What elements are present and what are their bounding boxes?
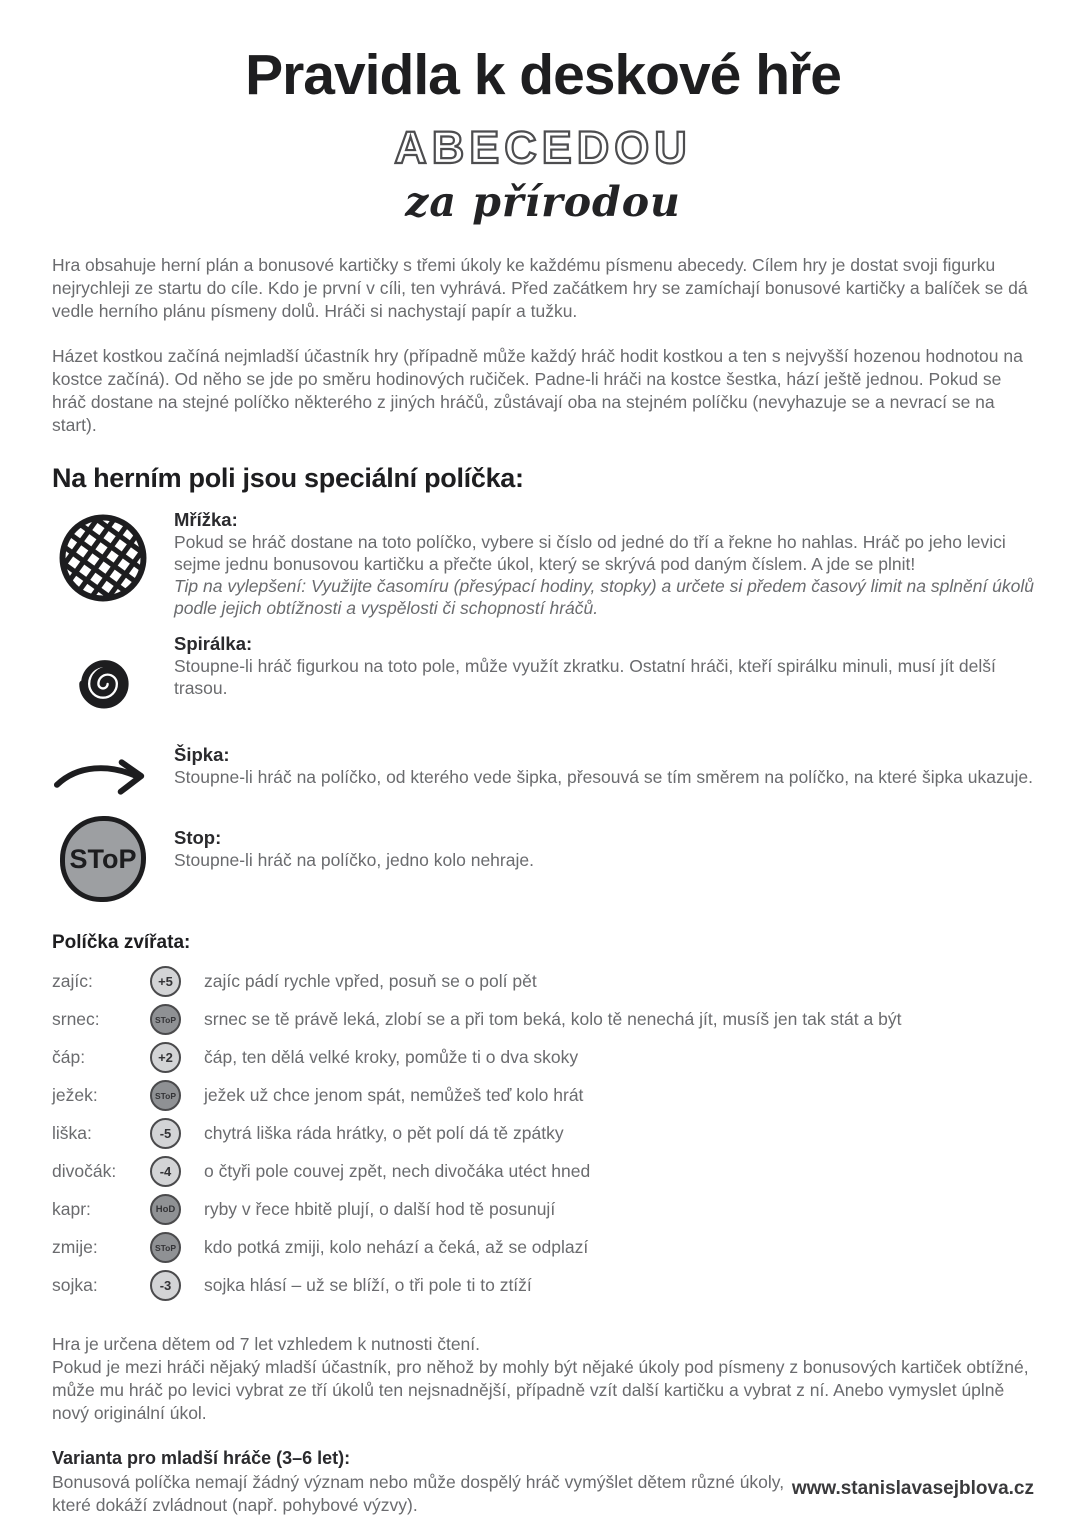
page-title: Pravidla k deskové hře bbox=[245, 43, 841, 107]
variant-heading: Varianta pro mladší hráče (3–6 let): bbox=[52, 1448, 351, 1468]
animal-rule-text: zajíc pádí rychle vpřed, posuň se o polí pět bbox=[204, 971, 537, 991]
special-item-title: Šipka: bbox=[174, 744, 230, 765]
stop-icon-label: SToP bbox=[69, 843, 137, 874]
bonus-badge: -3 bbox=[150, 1270, 181, 1301]
age-note bbox=[52, 1333, 1034, 1425]
animal-row-zmije bbox=[52, 1232, 1034, 1263]
stop-circle-icon bbox=[52, 814, 154, 902]
special-item-title: Stop: bbox=[174, 827, 222, 848]
bonus-badge: -4 bbox=[150, 1156, 181, 1187]
special-fields-heading: Na herním poli jsou speciální políčka: bbox=[52, 463, 524, 493]
special-item-text: Stoupne-li hráč na políčko, od kterého vede šipka, přesouvá se tím směrem na políčko, na které šipka ukazuje. bbox=[174, 767, 1033, 787]
animals-heading: Políčka zvířata: bbox=[52, 932, 191, 953]
special-item-text: Stoupne-li hráč na políčko, jedno kolo nehraje. bbox=[174, 850, 534, 870]
animal-label: čáp: bbox=[52, 1047, 86, 1067]
bonus-badge: +2 bbox=[150, 1042, 181, 1073]
animal-row-srnec bbox=[52, 1004, 1034, 1035]
animal-row-jezek bbox=[52, 1080, 1034, 1111]
animal-row-liska bbox=[52, 1118, 1034, 1149]
bonus-badge: SToP bbox=[150, 1004, 181, 1035]
special-item-title: Mřížka: bbox=[174, 509, 238, 530]
animal-row-zajic bbox=[52, 966, 1034, 997]
special-item-stop bbox=[52, 814, 1034, 902]
subtitle-script: za přírodou bbox=[405, 178, 681, 226]
variant-line2: které dokáží zvládnout (např. pohybové výzvy). bbox=[52, 1495, 418, 1515]
animal-rule-text: ryby v řece hbitě plují, o další hod tě posunují bbox=[204, 1199, 556, 1219]
spiral-icon bbox=[52, 632, 154, 730]
animal-label: srnec: bbox=[52, 1009, 100, 1029]
bonus-badge: SToP bbox=[150, 1080, 181, 1111]
animal-row-kapr bbox=[52, 1194, 1034, 1225]
animal-label: ježek: bbox=[52, 1085, 98, 1105]
age-note-line1: Hra je určena dětem od 7 let vzhledem k nutnosti čtení. bbox=[52, 1334, 481, 1354]
variant-line1: Bonusová políčka nemají žádný význam nebo může dospělý hráč vymýšlet dětem různé úkoly, bbox=[52, 1472, 785, 1492]
bonus-badge: HoD bbox=[150, 1194, 181, 1225]
bonus-badge: -5 bbox=[150, 1118, 181, 1149]
animal-label: kapr: bbox=[52, 1199, 91, 1219]
special-item-tip: Tip na vylepšení: Využijte časomíru (přesýpací hodiny, stopky) a určete si předem časový limit na splnění úkolů podle jejich obtížnosti a vyspělosti či schopností hráčů. bbox=[174, 576, 1035, 618]
intro-paragraph-2: Házet kostkou začíná nejmladší účastník hry (případně může každý hráč hodit kostkou a ten s nejvyšší hozenou hodnotou na kostce začíná). Od něho se jde po směru hodinových ručiček. Padne-li hráči na kostce šestka, hází ještě jednou. Pokud se hráč dostane na stejné políčko některého z jiných hráčů, zůstávají oba na stejném políčku (nevyhazuje se a nevrací se na start). bbox=[52, 346, 1023, 435]
animal-rule-text: čáp, ten dělá velké kroky, pomůže ti o dva skoky bbox=[204, 1047, 579, 1067]
intro-paragraph-1: Hra obsahuje herní plán a bonusové kartičky s třemi úkoly ke každému písmenu abecedy. Cílem hry je dostat svoji figurku nejrychleji ze startu do cíle. Kdo je první v cíli, ten vyhrává. Před začátkem hry se zamíchají bonusové kartičky a balíček se dá vedle herního plánu písmeny dolů. Hráči si nachystají papír a tužku. bbox=[52, 255, 1028, 321]
animal-label: sojka: bbox=[52, 1275, 98, 1295]
bonus-badge: SToP bbox=[150, 1232, 181, 1263]
animal-rule-text: ježek už chce jenom spát, nemůžeš teď kolo hrát bbox=[204, 1085, 584, 1105]
special-item-text: Stoupne-li hráč figurkou na toto pole, může využít zkratku. Ostatní hráči, kteří spirálku minuli, musí jít delší trasou. bbox=[174, 656, 996, 698]
special-item-mrizka bbox=[52, 508, 1034, 619]
special-item-text: Pokud se hráč dostane na toto políčko, vybere si číslo od jedné do tří a řekne ho nahlas. Hráč po jeho levici sejme jednu bonusovou kartičku a přečte úkol, který se skrývá pod daným číslem. A jde se plnit! bbox=[174, 532, 1006, 574]
animal-label: divočák: bbox=[52, 1161, 117, 1181]
animal-row-sojka bbox=[52, 1270, 1034, 1301]
animal-label: zmije: bbox=[52, 1237, 98, 1257]
animal-rule-text: srnec se tě právě leká, zlobí se a při tom beká, kolo tě nenechá jít, musíš jen tak stát a být bbox=[204, 1009, 902, 1029]
animal-rule-text: sojka hlásí – už se blíží, o tři pole ti to ztíží bbox=[204, 1275, 532, 1295]
animal-row-cap bbox=[52, 1042, 1034, 1073]
special-item-sipka bbox=[52, 743, 1034, 801]
animal-label: zajíc: bbox=[52, 971, 93, 991]
footer-website-url: www.stanislavasejblova.cz bbox=[791, 1478, 1034, 1499]
animal-rule-text: chytrá liška ráda hrátky, o pět polí dá tě zpátky bbox=[204, 1123, 564, 1143]
special-item-title: Spirálka: bbox=[174, 633, 253, 654]
animal-label: liška: bbox=[52, 1123, 92, 1143]
special-item-spiralka bbox=[52, 632, 1034, 730]
age-note-rest: Pokud je mezi hráči nějaký mladší účastník, pro něhož by mohly být nějaké úkoly pod písmeny z bonusových kartiček obtížné, může mu hráč po levici vybrat ze tří úkolů ten nejsnadnější, případně vzít další kartičku a vybrat z ní. Anebo vymyslet úplně nový originální úkol. bbox=[52, 1357, 1029, 1423]
curved-arrow-icon bbox=[52, 743, 154, 801]
animal-row-divocak bbox=[52, 1156, 1034, 1187]
subtitle-outline: ABECEDOU bbox=[394, 122, 692, 173]
grid-circle-icon bbox=[52, 508, 154, 619]
bonus-badge: +5 bbox=[150, 966, 181, 997]
animal-rule-text: kdo potká zmiji, kolo nehází a čeká, až se odplazí bbox=[204, 1237, 589, 1257]
animal-rule-text: o čtyři pole couvej zpět, nech divočáka utéct hned bbox=[204, 1161, 591, 1181]
